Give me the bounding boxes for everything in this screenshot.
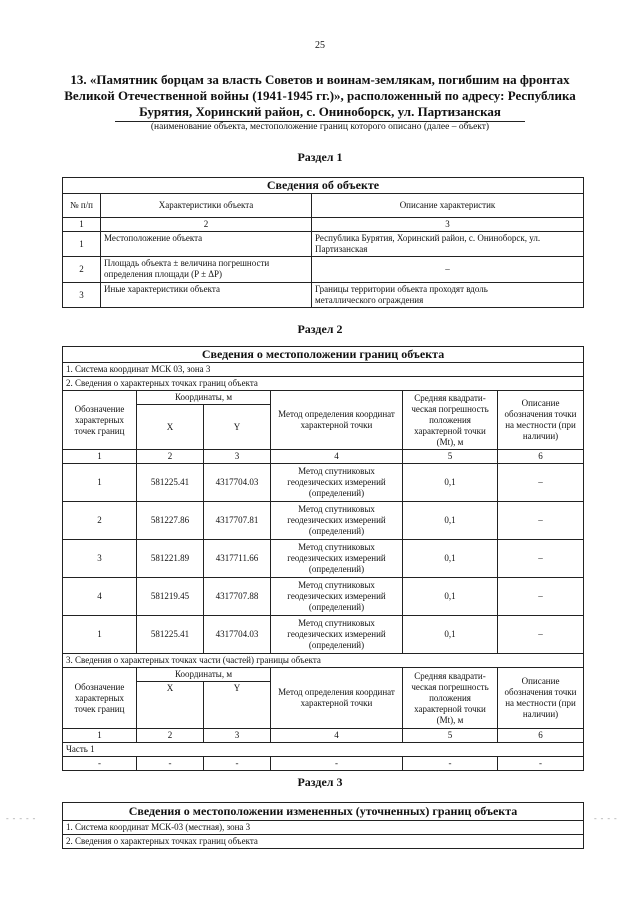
scan-artifact-left: - - - - - [6, 814, 37, 823]
index-cell: 2 [101, 218, 312, 232]
row-num: 3 [63, 283, 101, 308]
table-row [63, 616, 584, 654]
index-cell: 6 [498, 729, 584, 743]
x-value: 581219.45 [137, 578, 204, 616]
row-description-line: металлического ограждения [315, 295, 424, 305]
coord-system-caption: 1. Система координат МСК-03 (местная), зона 3 [63, 821, 584, 835]
point-label: 3 [63, 540, 137, 578]
boundary-table [62, 346, 584, 771]
header-num: № п/п [63, 194, 101, 218]
y-value: 4317707.81 [204, 502, 271, 540]
header-description: Описание характеристик [312, 194, 584, 218]
index-cell: 2 [137, 450, 204, 464]
x-value: 581221.89 [137, 540, 204, 578]
parts-header-coords: Координаты, м [137, 668, 271, 682]
section-1-title: Раздел 1 [297, 150, 343, 164]
parts-header-y: Y [204, 682, 271, 729]
page-number: 25 [315, 40, 325, 51]
table-row [63, 464, 584, 502]
row-description [312, 283, 584, 308]
header-method: Метод определения координат характерной точки [271, 391, 403, 450]
method-value: Метод спутниковых геодезических измерений (определений) [271, 616, 403, 654]
scan-artifact-right: - - - - [594, 814, 618, 823]
index-cell: 5 [403, 729, 498, 743]
parts-header-point-description: Описание обозначения точки на местности (при наличии) [498, 668, 584, 729]
accuracy-value: 0,1 [403, 616, 498, 654]
parts-header-x: X [137, 682, 204, 729]
index-cell: 6 [498, 450, 584, 464]
method-value: Метод спутниковых геодезических измерений (определений) [271, 502, 403, 540]
part-cell: - [403, 757, 498, 771]
index-cell: 4 [271, 450, 403, 464]
row-characteristic: Иные характеристики объекта [101, 283, 312, 308]
row-description: Республика Бурятия, Хоринский район, с. Ониноборск, ул. Партизанская [312, 232, 584, 257]
part-cell: - [271, 757, 403, 771]
x-value: 581225.41 [137, 616, 204, 654]
parts-header-accuracy: Средняя квадрати-ческая погрешность положения характерной точки (Mt), м [403, 668, 498, 729]
header-characteristic: Характеристики объекта [101, 194, 312, 218]
accuracy-value: 0,1 [403, 578, 498, 616]
method-value: Метод спутниковых геодезических измерений (определений) [271, 464, 403, 502]
index-cell: 1 [63, 218, 101, 232]
point-label: 4 [63, 578, 137, 616]
x-value: 581227.86 [137, 502, 204, 540]
header-coords: Координаты, м [137, 391, 271, 405]
table-row [63, 757, 584, 771]
description-value: – [498, 616, 584, 654]
part-label: Часть 1 [63, 743, 584, 757]
object-heading-line-2: Великой Отечественной войны (1941-1945 гг.)», расположенный по адресу: Республика [64, 88, 576, 103]
parts-header-point: Обозначение характерных точек границ [63, 668, 137, 729]
index-cell: 3 [204, 729, 271, 743]
index-cell: 3 [204, 450, 271, 464]
method-value: Метод спутниковых геодезических измерений (определений) [271, 578, 403, 616]
description-value: – [498, 464, 584, 502]
index-cell: 3 [312, 218, 584, 232]
parts-caption: 3. Сведения о характерных точках части (частей) границы объекта [63, 654, 584, 668]
header-x: X [137, 405, 204, 450]
index-cell: 2 [137, 729, 204, 743]
index-cell: 1 [63, 450, 137, 464]
heading-note: (наименование объекта, местоположение границ которого описано (далее – объект) [150, 122, 490, 132]
object-heading-line-1: 13. «Памятник борцам за власть Советов и воинам-землякам, погибшим на фронтах [70, 72, 570, 87]
table-row [63, 502, 584, 540]
part-cell: - [63, 757, 137, 771]
description-value: – [498, 502, 584, 540]
row-description-line: Границы территории объекта проходят вдоль [315, 284, 488, 294]
description-value: – [498, 578, 584, 616]
coord-system-caption: 1. Система координат МСК 03, зона 3 [63, 363, 584, 377]
index-cell: 5 [403, 450, 498, 464]
changed-boundary-table [62, 802, 584, 849]
accuracy-value: 0,1 [403, 540, 498, 578]
section-2-title: Раздел 2 [297, 322, 343, 336]
points-caption: 2. Сведения о характерных точках границ объекта [63, 835, 584, 849]
row-description: – [312, 257, 584, 283]
header-point-description: Описание обозначения точки на местности (при наличии) [498, 391, 584, 450]
row-characteristic: Площадь объекта ± величина погрешности определения площади (P ± ΔP) [101, 257, 312, 283]
section-3-title: Раздел 3 [297, 775, 343, 789]
index-cell: 1 [63, 729, 137, 743]
part-cell: - [137, 757, 204, 771]
description-value: – [498, 540, 584, 578]
index-cell: 4 [271, 729, 403, 743]
object-heading-line-3: Бурятия, Хоринский район, с. Ониноборск, ул. Партизанская [139, 104, 501, 119]
changed-boundary-table-title: Сведения о местоположении измененных (уточненных) границ объекта [63, 803, 584, 821]
part-cell: - [204, 757, 271, 771]
header-accuracy: Средняя квадрати-ческая погрешность положения характерной точки (Mt), м [403, 391, 498, 450]
parts-header-method: Метод определения координат характерной точки [271, 668, 403, 729]
object-info-table-title: Сведения об объекте [63, 178, 584, 194]
point-label: 1 [63, 616, 137, 654]
accuracy-value: 0,1 [403, 502, 498, 540]
row-characteristic: Местоположение объекта [101, 232, 312, 257]
header-y: Y [204, 405, 271, 450]
table-row [63, 578, 584, 616]
header-point: Обозначение характерных точек границ [63, 391, 137, 450]
object-info-table [62, 177, 584, 308]
accuracy-value: 0,1 [403, 464, 498, 502]
table-row [63, 540, 584, 578]
point-label: 2 [63, 502, 137, 540]
method-value: Метод спутниковых геодезических измерений (определений) [271, 540, 403, 578]
y-value: 4317704.03 [204, 464, 271, 502]
point-label: 1 [63, 464, 137, 502]
y-value: 4317704.03 [204, 616, 271, 654]
row-num: 1 [63, 232, 101, 257]
row-num: 2 [63, 257, 101, 283]
part-cell: - [498, 757, 584, 771]
points-caption: 2. Сведения о характерных точках границ объекта [63, 377, 584, 391]
y-value: 4317711.66 [204, 540, 271, 578]
y-value: 4317707.88 [204, 578, 271, 616]
boundary-table-title: Сведения о местоположении границ объекта [63, 347, 584, 363]
x-value: 581225.41 [137, 464, 204, 502]
